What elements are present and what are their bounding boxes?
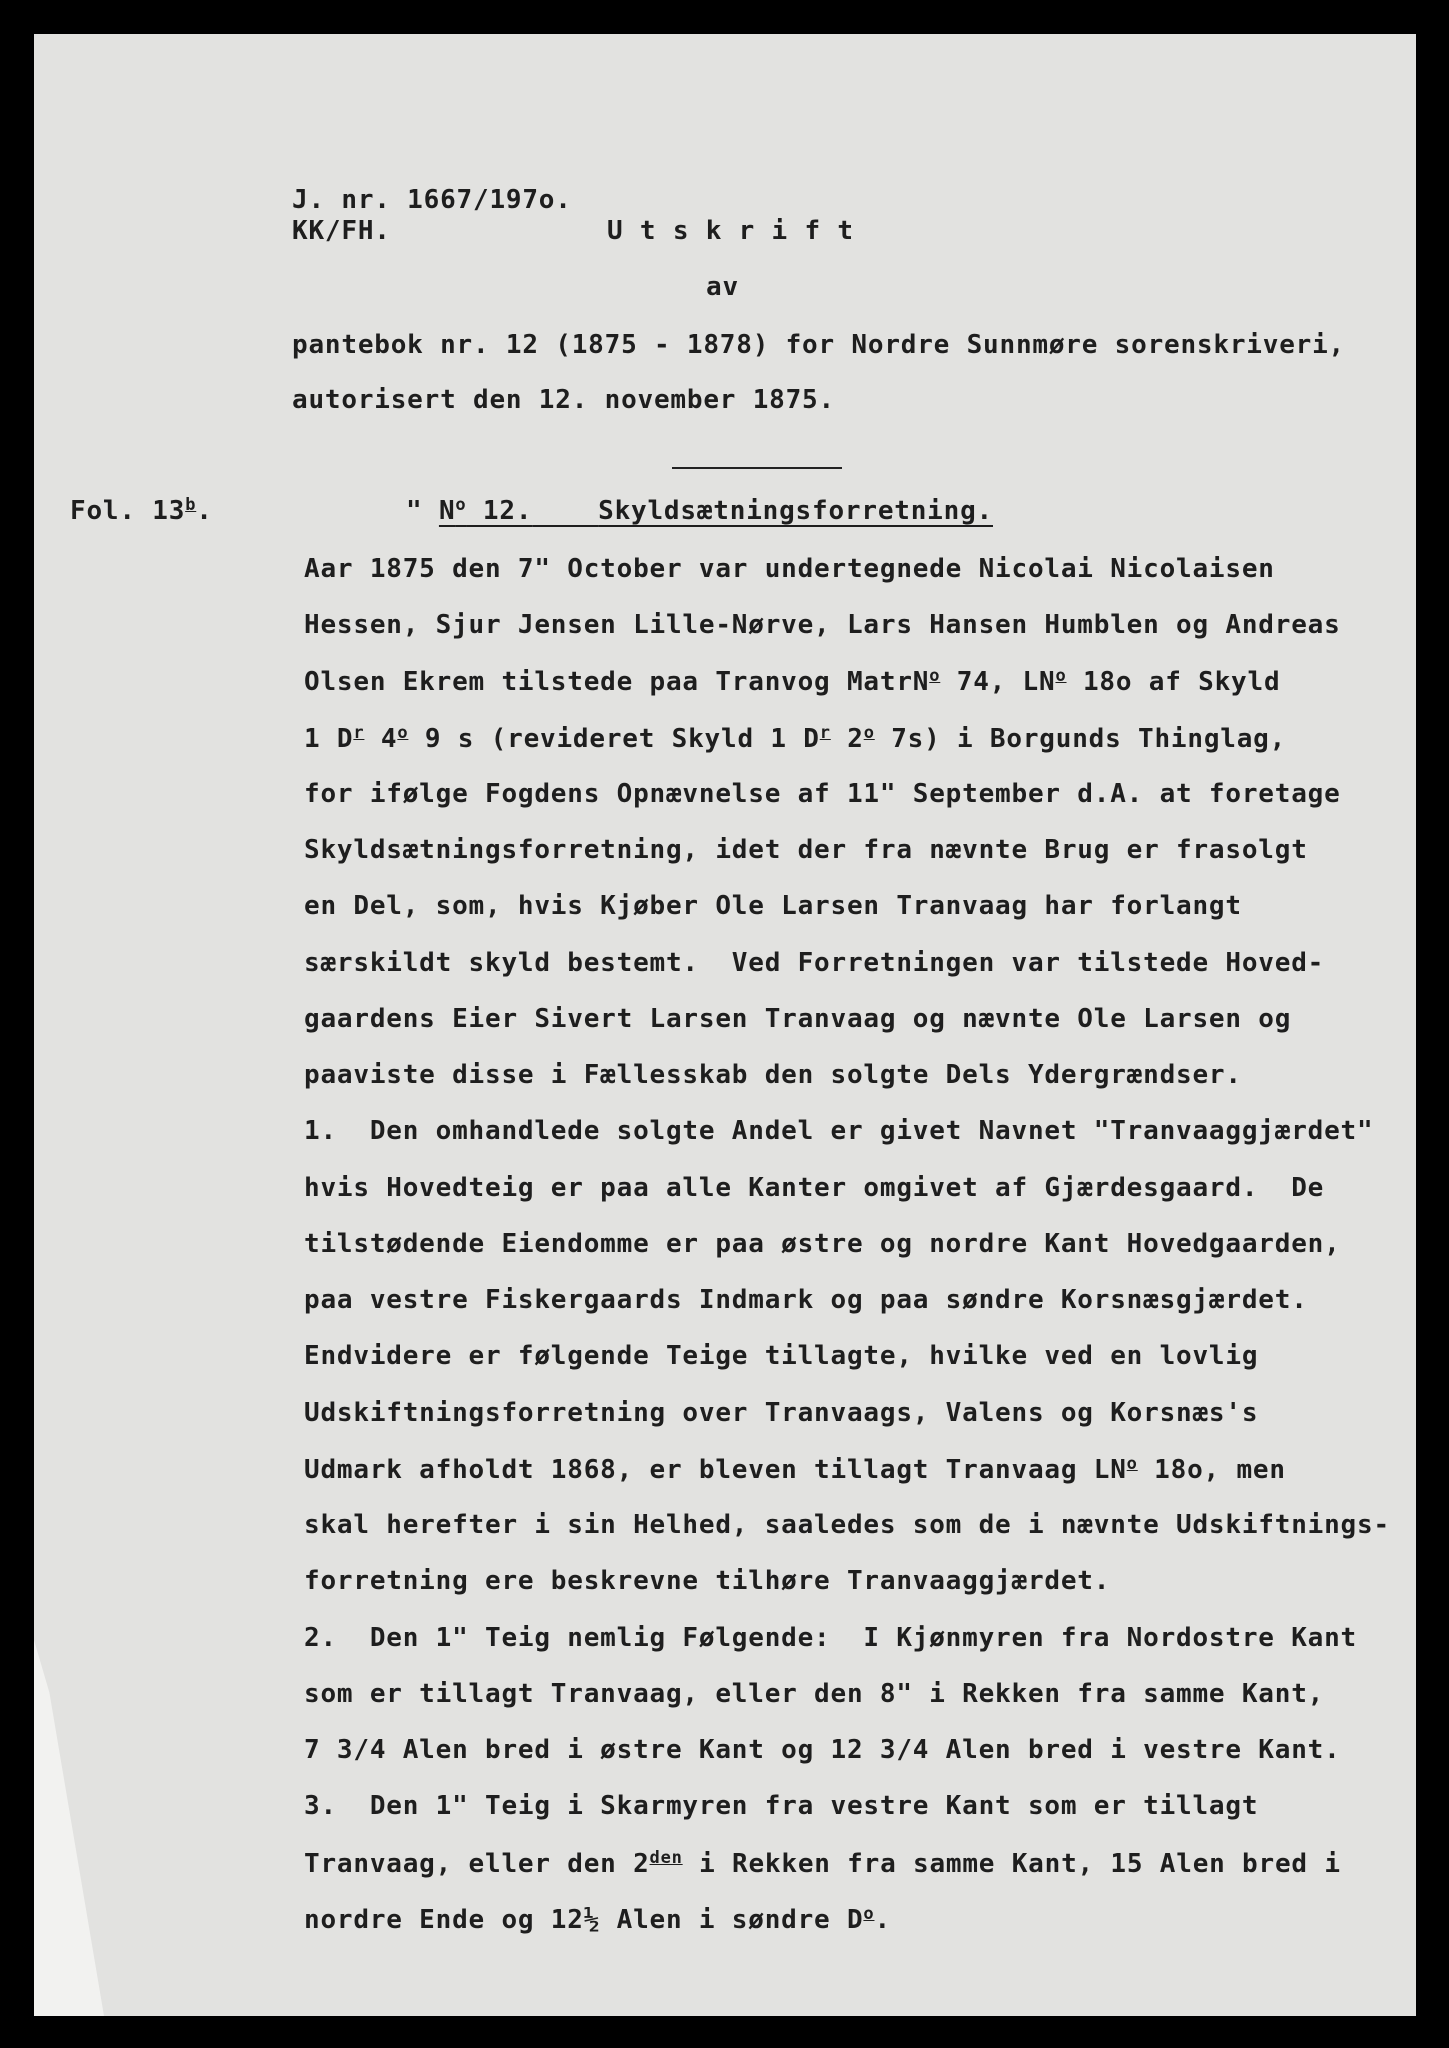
- body-line-2: Hessen, Sjur Jensen Lille-Nørve, Lars Hansen Humblen og Andreas: [304, 610, 1341, 640]
- item-1-line-5: Endvidere er følgende Teige tillagte, hvilke ved en lovlig: [304, 1341, 1259, 1371]
- item-3-line-1: 3. Den 1" Teig i Skarmyren fra vestre Kant som er tillagt: [304, 1791, 1259, 1821]
- item-1-line-3: tilstødende Eiendomme er paa østre og nordre Kant Hovedgaarden,: [304, 1229, 1341, 1259]
- item-1-line-7: Udmark afholdt 1868, er bleven tillagt Tranvaag $LN^o$ 18o, men: [304, 1454, 1286, 1485]
- item-1-line-1: 1. Den omhandlede solgte Andel er givet Navnet "Tranvaaggjærdet": [304, 1116, 1374, 1146]
- body-line-8: særskildt skyld bestemt. Ved Forretningen var tilstede Hoved-: [304, 948, 1325, 978]
- source-line-2: autorisert den 12. november 1875.: [292, 385, 835, 415]
- body-line-4: 1 $D^r$ 4$^o$ 9 s (revideret Skyld 1 $D^r$ 2$^o$ 7s) i Borgunds Thinglag,: [304, 723, 1287, 754]
- item-1-line-4: paa vestre Fiskergaards Indmark og paa søndre Korsnæsgjærdet.: [304, 1285, 1308, 1315]
- item-1-line-9: forretning ere beskrevne tilhøre Tranvaaggjærdet.: [304, 1566, 1111, 1596]
- body-line-7: en Del, som, hvis Kjøber Ole Larsen Tranvaag har forlangt: [304, 891, 1242, 921]
- body-line-9: gaardens Eier Sivert Larsen Tranvaag og nævnte Ole Larsen og: [304, 1004, 1292, 1034]
- entry-heading: " $N^o$ 12. Skyldsætningsforretning.: [406, 495, 993, 526]
- separator-rule: [672, 467, 842, 469]
- journal-number: J. nr. 1667/197o.: [292, 185, 572, 215]
- item-1-line-2: hvis Hovedteig er paa alle Kanter omgivet af Gjærdesgaard. De: [304, 1173, 1325, 1203]
- item-1-line-6: Udskiftningsforretning over Tranvaags, Valens og Korsnæs's: [304, 1398, 1259, 1428]
- body-line-10: paaviste disse i Fællesskab den solgte Dels Ydergrændser.: [304, 1060, 1242, 1090]
- item-2-line-2: som er tillagt Tranvaag, eller den 8" i Rekken fra samme Kant,: [304, 1679, 1325, 1709]
- clerk-initials: KK/FH.: [292, 216, 391, 246]
- folio-reference: Fol. 13$^b$.: [70, 495, 213, 526]
- document-title: U t s k r i f t: [607, 216, 854, 246]
- title-of-word: av: [706, 272, 739, 302]
- body-line-6: Skyldsætningsforretning, idet der fra nævnte Brug er frasolgt: [304, 835, 1308, 865]
- source-line-1: pantebok nr. 12 (1875 - 1878) for Nordre Sunnmøre sorenskriveri,: [292, 330, 1346, 360]
- item-1-line-8: skal herefter i sin Helhed, saaledes som de i nævnte Udskiftnings-: [304, 1510, 1390, 1540]
- body-line-3: Olsen Ekrem tilstede paa Tranvog MatrN$^o$ 74, $LN^o$ 18o af Skyld: [304, 666, 1281, 697]
- item-2-line-3: 7 3/4 Alen bred i østre Kant og 12 3/4 Alen bred i vestre Kant.: [304, 1735, 1341, 1765]
- item-3-line-2: Tranvaag, eller den $2^{den}$ i Rekken fra samme Kant, 15 Alen bred i: [304, 1848, 1341, 1879]
- body-line-5: for ifølge Fogdens Opnævnelse af 11" September d.A. at foretage: [304, 779, 1341, 809]
- body-line-1: Aar 1875 den 7" October var undertegnede Nicolai Nicolaisen: [304, 554, 1275, 584]
- item-3-line-3: nordre Ende og 12½ Alen i søndre $D^o$.: [304, 1904, 891, 1935]
- item-2-line-1: 2. Den 1" Teig nemlig Følgende: I Kjønmyren fra Nordostre Kant: [304, 1623, 1358, 1653]
